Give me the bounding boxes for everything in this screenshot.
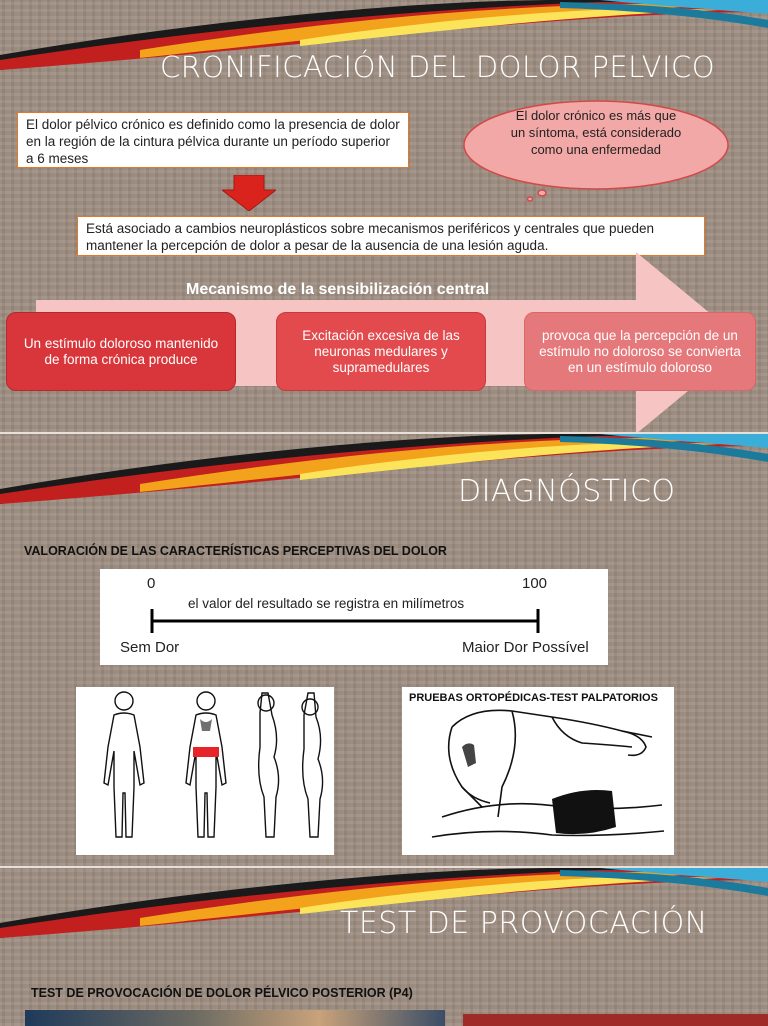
pain-zone-marker	[193, 747, 219, 757]
test-photo-right	[463, 1014, 768, 1026]
mechanism-step-3: provoca que la percepción de un estímulo no doloroso se convierta en un estímulo doloroso	[524, 312, 756, 391]
association-box: Está asociado a cambios neuroplásticos sobre mecanismos periféricos y centrales que pueden mantener la percepción de dolor a pesar de la ausencia de una lesión aguda.	[77, 216, 705, 256]
slide-provocation-test	[0, 866, 768, 1026]
palpation-test-label: PRUEBAS ORTOPÉDICAS-TEST PALPATORIOS	[409, 692, 658, 704]
mechanism-step-2: Excitación excesiva de las neuronas medulares y supramedulares	[276, 312, 486, 391]
scale-right-label: Maior Dor Possível	[462, 639, 589, 656]
scale-line-icon	[140, 607, 550, 635]
scale-max: 100	[522, 575, 548, 592]
scale-caption: el valor del resultado se registra en milímetros	[188, 596, 465, 611]
body-chart-icon	[76, 687, 334, 855]
slide-diagnosis	[0, 432, 768, 866]
slide-chronification	[0, 0, 768, 432]
perceptive-assessment-label: VALORACIÓN DE LAS CARACTERÍSTICAS PERCEPTIVAS DEL DOLOR	[24, 544, 447, 558]
thought-cloud	[460, 95, 732, 205]
slide-title: CRONIFICACIÓN DEL DOLOR PELVICO	[160, 50, 716, 84]
palpation-test-image	[402, 687, 674, 855]
down-arrow-icon	[222, 175, 276, 211]
visual-analog-scale	[100, 569, 608, 665]
slide-title: DIAGNÓSTICO	[458, 474, 676, 509]
mechanism-title: Mecanismo de la sensibilización central	[186, 281, 490, 298]
definition-box: El dolor pélvico crónico es definido como la presencia de dolor en la región de la cintura pélvica durante un período superior a 6 meses	[17, 112, 409, 168]
body-chart-image	[76, 687, 334, 855]
scale-min: 0	[147, 575, 156, 592]
posterior-pain-test-label: TEST DE PROVOCACIÓN DE DOLOR PÉLVICO POSTERIOR (P4)	[31, 986, 413, 1000]
cloud-text: El dolor crónico es más que un síntoma, está considerado como una enfermedad	[510, 108, 682, 157]
mechanism-step-1: Un estímulo doloroso mantenido de forma crónica produce	[6, 312, 236, 391]
slide-title: TEST DE PROVOCACIÓN	[340, 906, 708, 941]
palpation-illustration-icon	[402, 687, 674, 855]
scale-left-label: Sem Dor	[120, 639, 180, 656]
